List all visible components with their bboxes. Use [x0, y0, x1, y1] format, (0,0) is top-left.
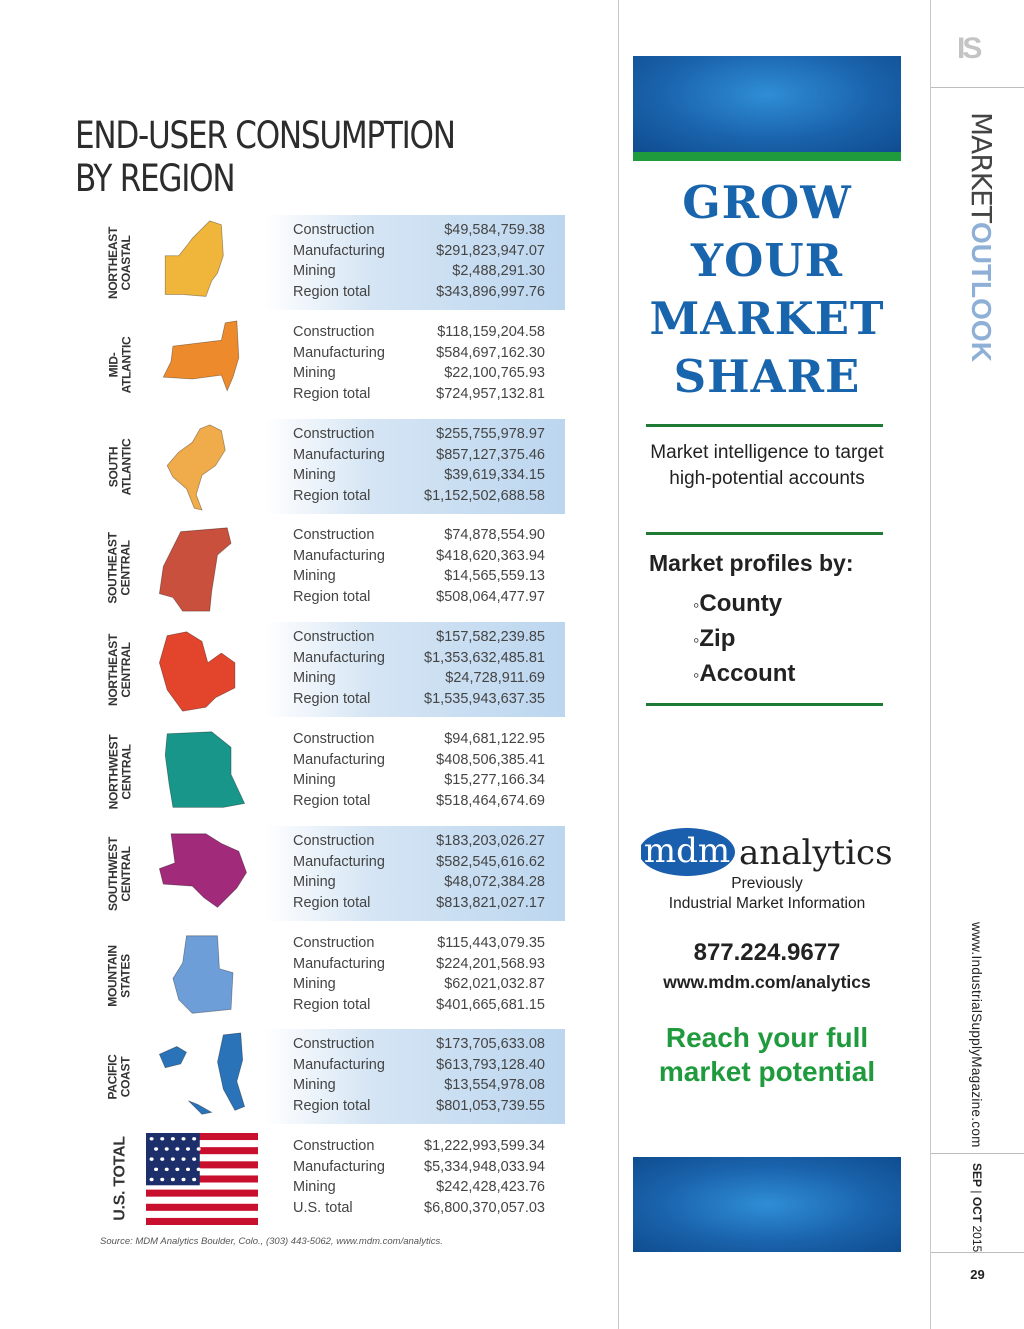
issue-year: 2015 [970, 1225, 984, 1253]
ad-profile-item: ◦ Zip [693, 622, 795, 657]
row-value: $24,728,911.69 [445, 670, 545, 686]
region-shape [165, 221, 223, 297]
mining-row [293, 261, 561, 281]
flag-star [182, 1157, 186, 1160]
ad-divider [646, 532, 883, 535]
region-name [107, 634, 133, 706]
flag-star [160, 1137, 164, 1140]
mining-row [293, 1075, 561, 1095]
total-row [293, 893, 561, 913]
region-data [265, 1131, 565, 1226]
row-value: $801,053,739.55 [436, 1097, 545, 1114]
region-row [80, 928, 570, 1023]
row-value: $1,353,632,485.81 [424, 649, 545, 666]
row-value: $813,821,027.17 [436, 894, 545, 911]
logo-analytics-text: analytics [739, 833, 893, 873]
page-number: 29 [970, 1267, 985, 1282]
row-label: Manufacturing [293, 853, 385, 870]
row-label: Region total [293, 1097, 371, 1114]
row-label: Construction [293, 426, 375, 442]
region-name-line: MID- [105, 352, 120, 377]
row-value: $224,201,568.93 [436, 955, 545, 972]
region-data [265, 724, 565, 819]
row-value: $15,277,166.34 [444, 772, 545, 788]
flag-star [192, 1157, 196, 1160]
row-label: Construction [293, 833, 375, 849]
section-label [965, 112, 997, 362]
flag-star [175, 1168, 179, 1171]
construction-row [293, 322, 561, 342]
mining-row [293, 363, 561, 383]
mining-row [293, 566, 561, 586]
mining-row [293, 668, 561, 688]
construction-row [293, 220, 561, 240]
row-label: Mining [293, 1179, 336, 1195]
construction-row [293, 831, 561, 851]
region-name-line: NORTHEAST [106, 226, 120, 299]
construction-row [293, 627, 561, 647]
region-row [80, 317, 570, 412]
region-row [80, 520, 570, 615]
region-row [80, 419, 570, 514]
us-total-row [80, 1131, 570, 1226]
flag-star [165, 1147, 169, 1150]
ad-previous-name [633, 874, 901, 914]
mining-row [293, 872, 561, 892]
ad-previous-company: Industrial Market Information [668, 895, 866, 912]
row-label: U.S. total [293, 1199, 353, 1216]
region-map-icon [146, 726, 258, 818]
row-label: Region total [293, 996, 371, 1013]
total-row [293, 995, 561, 1015]
flag-star [150, 1137, 154, 1140]
region-name [107, 227, 133, 299]
region-map-icon [146, 217, 258, 309]
row-label: Manufacturing [293, 751, 385, 768]
region-map-icon [146, 624, 258, 716]
flag-stripe [146, 1211, 258, 1218]
row-value: $62,021,032.87 [444, 976, 545, 992]
source-note: Source: MDM Analytics Boulder, Colo., (303) 443-5062, www.mdm.com/analytics. [100, 1236, 443, 1247]
row-label: Construction [293, 324, 375, 340]
row-label: Construction [293, 629, 375, 645]
region-row [80, 622, 570, 717]
row-value: $401,665,681.15 [436, 996, 545, 1013]
flag-star [154, 1168, 158, 1171]
region-data [265, 317, 565, 412]
region-name [107, 336, 133, 393]
row-value: $508,064,477.97 [436, 588, 545, 605]
total-row [293, 791, 561, 811]
ad-headline-line: GROW [682, 176, 852, 229]
row-label: Construction [293, 222, 375, 238]
magazine-website[interactable]: www.IndustrialSupplyMagazine.com [969, 922, 984, 1148]
region-name-line: MOUNTAIN [106, 944, 120, 1007]
region-name [107, 532, 133, 603]
row-value: $291,823,947.07 [436, 242, 545, 259]
flag-star [165, 1168, 169, 1171]
region-shape [159, 632, 235, 711]
margin-rule [931, 1252, 1024, 1253]
row-value: $582,545,616.62 [436, 853, 545, 870]
row-label: Manufacturing [293, 649, 385, 666]
row-value: $724,957,132.81 [436, 385, 545, 402]
flag-star [192, 1137, 196, 1140]
flag-star [171, 1157, 175, 1160]
flag-star [171, 1178, 175, 1181]
ad-phone[interactable]: 877.224.9677 [693, 939, 841, 966]
region-map-icon [146, 828, 258, 920]
row-value: $5,334,948,033.94 [424, 1158, 545, 1175]
region-row [80, 724, 570, 819]
row-value: $183,203,026.27 [436, 833, 545, 849]
row-label: Mining [293, 568, 336, 584]
flag-stripe [146, 1197, 258, 1204]
row-label: Manufacturing [293, 1056, 385, 1073]
ad-tagline-line: market potential [658, 1056, 876, 1087]
region-map-icon [146, 421, 258, 513]
row-label: Mining [293, 772, 336, 788]
region-name-line: COAST [118, 1056, 133, 1097]
row-value: $518,464,674.69 [436, 792, 545, 809]
region-name [107, 438, 133, 495]
region-row [80, 1029, 570, 1124]
total-row [293, 486, 561, 506]
ad-profile-item: ◦ County [693, 587, 795, 622]
ad-divider [646, 424, 883, 427]
flag-star [150, 1178, 154, 1181]
region-name [111, 1136, 129, 1221]
region-name [107, 734, 133, 809]
region-row [80, 826, 570, 921]
row-value: $94,681,122.95 [444, 731, 545, 747]
row-value: $173,705,633.08 [436, 1036, 545, 1052]
row-label: Mining [293, 976, 336, 992]
manufacturing-row [293, 241, 561, 261]
region-shape [163, 321, 239, 391]
mining-row [293, 465, 561, 485]
row-value: $6,800,370,057.03 [424, 1199, 545, 1216]
mining-row [293, 1177, 561, 1197]
row-label: Region total [293, 385, 371, 402]
flag-star [154, 1147, 158, 1150]
manufacturing-row [293, 954, 561, 974]
row-value: $48,072,384.28 [444, 874, 545, 890]
flag-star [175, 1147, 179, 1150]
ad-profiles-heading: Market profiles by: [649, 550, 854, 576]
construction-row [293, 1136, 561, 1156]
total-row [293, 1198, 561, 1218]
row-label: Mining [293, 874, 336, 890]
row-value: $22,100,765.93 [444, 365, 545, 381]
construction-row [293, 1034, 561, 1054]
row-label: Construction [293, 1138, 375, 1154]
article-title [75, 114, 455, 200]
row-value: $49,584,759.38 [444, 222, 545, 238]
ad-headline-line: SHARE [673, 350, 861, 403]
flag-star [150, 1157, 154, 1160]
region-name-line: ATLANTIC [118, 336, 133, 393]
construction-row [293, 729, 561, 749]
row-value: $1,222,993,599.34 [424, 1138, 545, 1154]
manufacturing-row [293, 546, 561, 566]
column-divider [618, 0, 619, 1329]
row-label: Mining [293, 467, 336, 483]
region-data [265, 826, 565, 921]
row-value: $1,535,943,637.35 [424, 690, 545, 707]
row-value: $343,896,997.76 [436, 283, 545, 300]
issue-month-b: OCT [970, 1196, 984, 1223]
total-row [293, 587, 561, 607]
row-value: $13,554,978.08 [444, 1077, 545, 1093]
row-value: $418,620,363.94 [436, 547, 545, 564]
row-label: Mining [293, 670, 336, 686]
region-shape [159, 834, 246, 908]
mining-row [293, 770, 561, 790]
ad-headline-line: MARKET [649, 292, 885, 345]
construction-row [293, 525, 561, 545]
ad-green-stripe [633, 152, 901, 161]
region-name-line: SOUTHWEST [106, 836, 120, 911]
row-label: Manufacturing [293, 446, 385, 463]
row-value: $39,619,334.15 [444, 467, 545, 483]
region-name-line: CENTRAL [119, 641, 133, 698]
region-name-line: ATLANTIC [118, 438, 133, 495]
region-data [265, 520, 565, 615]
manufacturing-row [293, 852, 561, 872]
flag-star [160, 1178, 164, 1181]
row-value: $1,152,502,688.58 [424, 487, 545, 504]
flag-star [182, 1178, 186, 1181]
row-label: Construction [293, 731, 375, 747]
region-map-icon [146, 319, 258, 411]
row-value: $857,127,375.46 [436, 446, 545, 463]
row-label: Mining [293, 1077, 336, 1093]
ad-headline [633, 174, 901, 406]
region-name-line: SOUTHEAST [106, 531, 120, 604]
region-name [107, 837, 133, 911]
row-value: $242,428,423.76 [436, 1179, 545, 1195]
row-label: Region total [293, 487, 371, 504]
flag-star [186, 1168, 190, 1171]
ad-profile-item: ◦ Account [693, 657, 795, 692]
issue-month-a: SEP [970, 1163, 984, 1188]
region-map-icon [146, 930, 258, 1022]
region-shape [165, 732, 244, 808]
region-data [265, 622, 565, 717]
region-name-line: U.S. TOTAL [111, 1136, 129, 1221]
row-value: $74,878,554.90 [444, 527, 545, 543]
region-name [107, 1054, 133, 1099]
flag-star [192, 1178, 196, 1181]
region-name-line: PACIFIC [105, 1053, 120, 1100]
row-label: Region total [293, 283, 371, 300]
margin-rule [931, 87, 1024, 88]
advertisement[interactable] [633, 56, 901, 1252]
construction-row [293, 424, 561, 444]
magazine-logo: IS [957, 32, 980, 65]
row-value: $118,159,204.58 [437, 324, 545, 340]
row-label: Region total [293, 588, 371, 605]
region-map-icon [146, 1031, 258, 1123]
row-label: Manufacturing [293, 547, 385, 564]
row-value: $14,565,559.13 [444, 568, 545, 584]
flag-star [197, 1147, 201, 1150]
row-value: $2,488,291.30 [452, 263, 545, 279]
flag-star [171, 1137, 175, 1140]
region-data [265, 215, 565, 310]
flag-star [197, 1168, 201, 1171]
region-name-line: NORTHEAST [106, 633, 120, 706]
total-row [293, 384, 561, 404]
row-label: Region total [293, 690, 371, 707]
row-value: $613,793,128.40 [436, 1056, 545, 1073]
total-row [293, 1096, 561, 1116]
region-data [265, 1029, 565, 1124]
flag-stripe [146, 1218, 258, 1225]
total-row [293, 689, 561, 709]
ad-tagline [633, 1021, 901, 1089]
flag-star [186, 1147, 190, 1150]
manufacturing-row [293, 648, 561, 668]
row-label: Manufacturing [293, 1158, 385, 1175]
row-value: $408,506,385.41 [436, 751, 545, 768]
region-name [107, 945, 133, 1006]
row-label: Manufacturing [293, 955, 385, 972]
region-shape [173, 936, 233, 1013]
row-label: Manufacturing [293, 344, 385, 361]
page-margin [931, 0, 1024, 1329]
region-name-line: SOUTH [105, 446, 120, 487]
logo-mdm-text: mdm [643, 831, 731, 871]
margin-rule [931, 1153, 1024, 1154]
manufacturing-row [293, 445, 561, 465]
title-line-2: BY REGION [75, 157, 235, 200]
region-shape [167, 425, 225, 510]
region-data [265, 928, 565, 1023]
construction-row [293, 933, 561, 953]
row-value: $157,582,239.85 [436, 629, 545, 645]
region-shape [159, 1033, 244, 1114]
ad-divider [646, 703, 883, 706]
region-name-line: NORTHWEST [105, 734, 120, 809]
row-label: Construction [293, 527, 375, 543]
issue-date: SEP | OCT 2015 [970, 1163, 984, 1253]
row-value: $255,755,978.97 [436, 426, 545, 442]
region-row [80, 215, 570, 310]
region-data [265, 419, 565, 514]
region-shape [159, 528, 231, 611]
manufacturing-row [293, 750, 561, 770]
row-label: Region total [293, 894, 371, 911]
flag-star [182, 1137, 186, 1140]
manufacturing-row [293, 343, 561, 363]
flag-stripe [146, 1190, 258, 1197]
manufacturing-row [293, 1157, 561, 1177]
ad-top-banner [633, 56, 901, 152]
region-name-line: CENTRAL [119, 845, 133, 902]
row-label: Construction [293, 935, 375, 951]
ad-tagline-line: Reach your full [665, 1022, 869, 1053]
row-label: Region total [293, 792, 371, 809]
manufacturing-row [293, 1055, 561, 1075]
us-flag-icon [146, 1133, 258, 1225]
total-row [293, 282, 561, 302]
flag-stripe [146, 1204, 258, 1211]
title-line-1: END-USER CONSUMPTION [75, 114, 455, 157]
row-label: Mining [293, 263, 336, 279]
region-map-icon [146, 522, 258, 614]
row-value: $584,697,162.30 [436, 344, 545, 361]
section-label-outlook: OUTLOOK [966, 221, 997, 362]
ad-headline-line: YOUR [691, 234, 843, 287]
ad-bottom-banner [633, 1157, 901, 1252]
region-name-line: COASTAL [119, 235, 133, 291]
row-label: Manufacturing [293, 242, 385, 259]
ad-intel-text: Market intelligence to target high-potential accounts [650, 442, 884, 489]
ad-url[interactable]: www.mdm.com/analytics [663, 972, 871, 992]
section-label-market: MARKET [965, 112, 998, 222]
row-label: Mining [293, 365, 336, 381]
mining-row [293, 974, 561, 994]
row-value: $115,443,079.35 [437, 935, 545, 951]
region-name-line: CENTRAL [119, 539, 133, 596]
region-name-line: CENTRAL [118, 743, 133, 800]
region-name-line: STATES [119, 953, 133, 998]
ad-previously-label: Previously [731, 875, 803, 892]
flag-star [160, 1157, 164, 1160]
row-label: Construction [293, 1036, 375, 1052]
ad-profiles-list [693, 587, 795, 692]
